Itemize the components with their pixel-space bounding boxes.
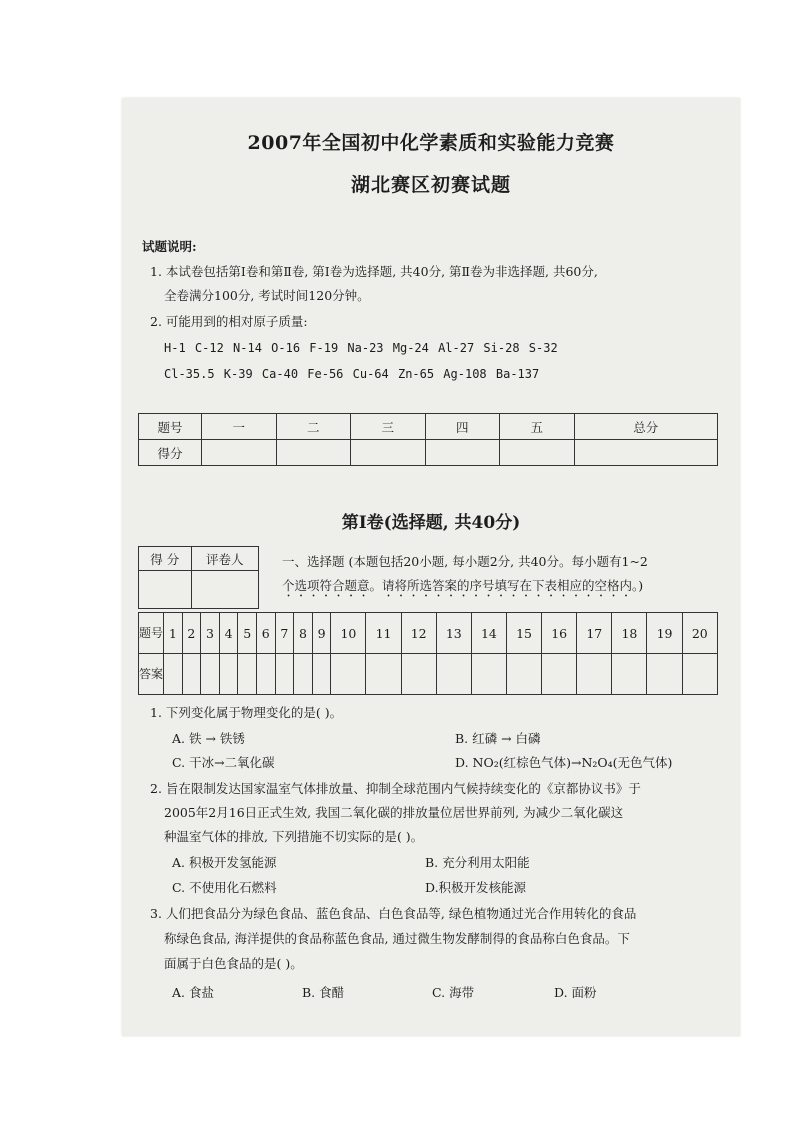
answer-cell[interactable] xyxy=(219,654,238,695)
answer-cell[interactable] xyxy=(436,654,471,695)
score-header-cell: 五 xyxy=(500,414,575,440)
score-header-cell: 题号 xyxy=(139,414,202,440)
answer-cell[interactable] xyxy=(612,654,647,695)
answer-cell[interactable] xyxy=(471,654,506,695)
question-3-option-a: A. 食盐 xyxy=(172,985,214,1000)
question-1-option-c: C. 干冰→二氧化碳 xyxy=(172,755,275,770)
section1-intro xyxy=(282,550,732,600)
exam-paper xyxy=(122,98,740,1036)
answer-number-cell: 15 xyxy=(506,613,541,654)
score-cell[interactable] xyxy=(500,440,575,466)
question-2-option-d: D.积极开发核能源 xyxy=(425,880,527,895)
grader-score-label: 得 分 xyxy=(139,547,192,571)
answer-number-cell: 8 xyxy=(294,613,313,654)
question-3-option-d: D. 面粉 xyxy=(554,985,597,1000)
answer-number-cell: 18 xyxy=(612,613,647,654)
answer-number-cell: 11 xyxy=(366,613,401,654)
question-2-option-b: B. 充分利用太阳能 xyxy=(425,855,530,870)
grader-name-cell[interactable] xyxy=(191,571,258,609)
atomic-masses-line1: H-1 C-12 N-14 O-16 F-19 Na-23 Mg-24 Al-27 Si-28 S-32 xyxy=(164,341,558,355)
score-header-cell: 三 xyxy=(351,414,426,440)
answer-number-cell: 9 xyxy=(312,613,331,654)
answer-cell[interactable] xyxy=(294,654,313,695)
score-header-cell: 二 xyxy=(276,414,351,440)
question-3-line2: 称绿色食品, 海洋提供的食品称蓝色食品, 通过微生物发酵制得的食品称白色食品。下 xyxy=(164,931,630,946)
answer-number-cell: 2 xyxy=(182,613,201,654)
answer-cell[interactable] xyxy=(401,654,436,695)
instructions-item2: 2. 可能用到的相对原子质量: xyxy=(150,314,308,329)
question-3-line3: 面属于白色食品的是( )。 xyxy=(164,956,303,971)
answer-number-cell: 19 xyxy=(647,613,682,654)
question-2-line3: 种温室气体的排放, 下列措施不切实际的是( )。 xyxy=(164,829,424,844)
answer-cell[interactable] xyxy=(682,654,717,695)
score-header-cell: 一 xyxy=(202,414,277,440)
answer-cell[interactable] xyxy=(275,654,294,695)
answer-number-cell: 5 xyxy=(238,613,257,654)
answer-cell[interactable] xyxy=(366,654,401,695)
instructions-heading: 试题说明: xyxy=(142,239,197,254)
answer-cell[interactable] xyxy=(238,654,257,695)
score-header-cell: 四 xyxy=(425,414,500,440)
answer-cell[interactable] xyxy=(164,654,183,695)
instructions-item1-line1: 1. 本试卷包括第Ⅰ卷和第Ⅱ卷, 第Ⅰ卷为选择题, 共40分, 第Ⅱ卷为非选择题, 共60分, xyxy=(150,264,598,279)
answer-number-cell: 3 xyxy=(201,613,220,654)
answer-number-cell: 12 xyxy=(401,613,436,654)
grader-score-cell[interactable] xyxy=(139,571,192,609)
answer-number-cell: 10 xyxy=(331,613,366,654)
answer-cell[interactable] xyxy=(201,654,220,695)
answer-number-cell: 6 xyxy=(256,613,275,654)
answer-cell[interactable] xyxy=(647,654,682,695)
section1-intro-line1: 一、选择题 (本题包括20小题, 每小题2分, 共40分。每小题有1~2 xyxy=(282,554,648,569)
score-header-cell: 总分 xyxy=(574,414,718,440)
score-row-label: 得分 xyxy=(139,440,202,466)
score-cell[interactable] xyxy=(351,440,426,466)
question-2-line1: 2. 旨在限制发达国家温室气体排放量、抑制全球范围内气候持续变化的《京都协议书》于 xyxy=(150,781,641,796)
question-1-option-b: B. 红磷 → 白磷 xyxy=(455,731,541,746)
instructions-item1-line2: 全卷满分100分, 考试时间120分钟。 xyxy=(164,288,370,303)
answer-table xyxy=(138,612,718,695)
answer-cell[interactable] xyxy=(182,654,201,695)
answer-number-cell: 4 xyxy=(219,613,238,654)
section1-intro-line2: 个选项符合题意。请将所选答案的序号填写在下表相应的空格内。) xyxy=(282,578,644,593)
answer-number-cell: 20 xyxy=(682,613,717,654)
question-1-option-d: D. NO₂(红棕色气体)→N₂O₄(无色气体) xyxy=(455,755,673,770)
atomic-masses-line2: Cl-35.5 K-39 Ca-40 Fe-56 Cu-64 Zn-65 Ag-108 Ba-137 xyxy=(164,367,540,381)
answer-row-label: 答案 xyxy=(139,654,164,695)
exam-title: 2007年全国初中化学素质和实验能力竞赛 xyxy=(247,132,615,154)
answer-number-cell: 14 xyxy=(471,613,506,654)
grader-box xyxy=(138,546,259,609)
score-cell[interactable] xyxy=(202,440,277,466)
question-1-stem: 1. 下列变化属于物理变化的是( )。 xyxy=(150,705,343,720)
question-3-line1: 3. 人们把食品分为绿色食品、蓝色食品、白色食品等, 绿色植物通过光合作用转化的食品 xyxy=(150,906,637,921)
section1-title: 第Ⅰ卷(选择题, 共40分) xyxy=(341,513,521,533)
score-cell[interactable] xyxy=(276,440,351,466)
answer-number-cell: 1 xyxy=(164,613,183,654)
exam-subtitle: 湖北赛区初赛试题 xyxy=(350,174,511,196)
grader-label: 评卷人 xyxy=(191,547,258,571)
answer-number-header: 题号 xyxy=(139,613,164,654)
answer-number-cell: 16 xyxy=(542,613,577,654)
question-1-option-a: A. 铁 → 铁锈 xyxy=(172,731,245,746)
answer-cell[interactable] xyxy=(577,654,612,695)
answer-number-cell: 13 xyxy=(436,613,471,654)
answer-cell[interactable] xyxy=(312,654,331,695)
question-3-option-c: C. 海带 xyxy=(432,985,475,1000)
answer-cell[interactable] xyxy=(506,654,541,695)
score-cell[interactable] xyxy=(425,440,500,466)
answer-cell[interactable] xyxy=(256,654,275,695)
score-cell[interactable] xyxy=(574,440,718,466)
question-3-option-b: B. 食醋 xyxy=(302,985,345,1000)
answer-cell[interactable] xyxy=(331,654,366,695)
answer-number-cell: 7 xyxy=(275,613,294,654)
question-2-option-c: C. 不使用化石燃料 xyxy=(172,880,277,895)
score-table xyxy=(138,413,718,466)
question-2-line2: 2005年2月16日正式生效, 我国二氧化碳的排放量位居世界前列, 为减少二氧化碳这 xyxy=(164,805,624,820)
answer-number-cell: 17 xyxy=(577,613,612,654)
answer-cell[interactable] xyxy=(542,654,577,695)
question-2-option-a: A. 积极开发氢能源 xyxy=(172,855,277,870)
